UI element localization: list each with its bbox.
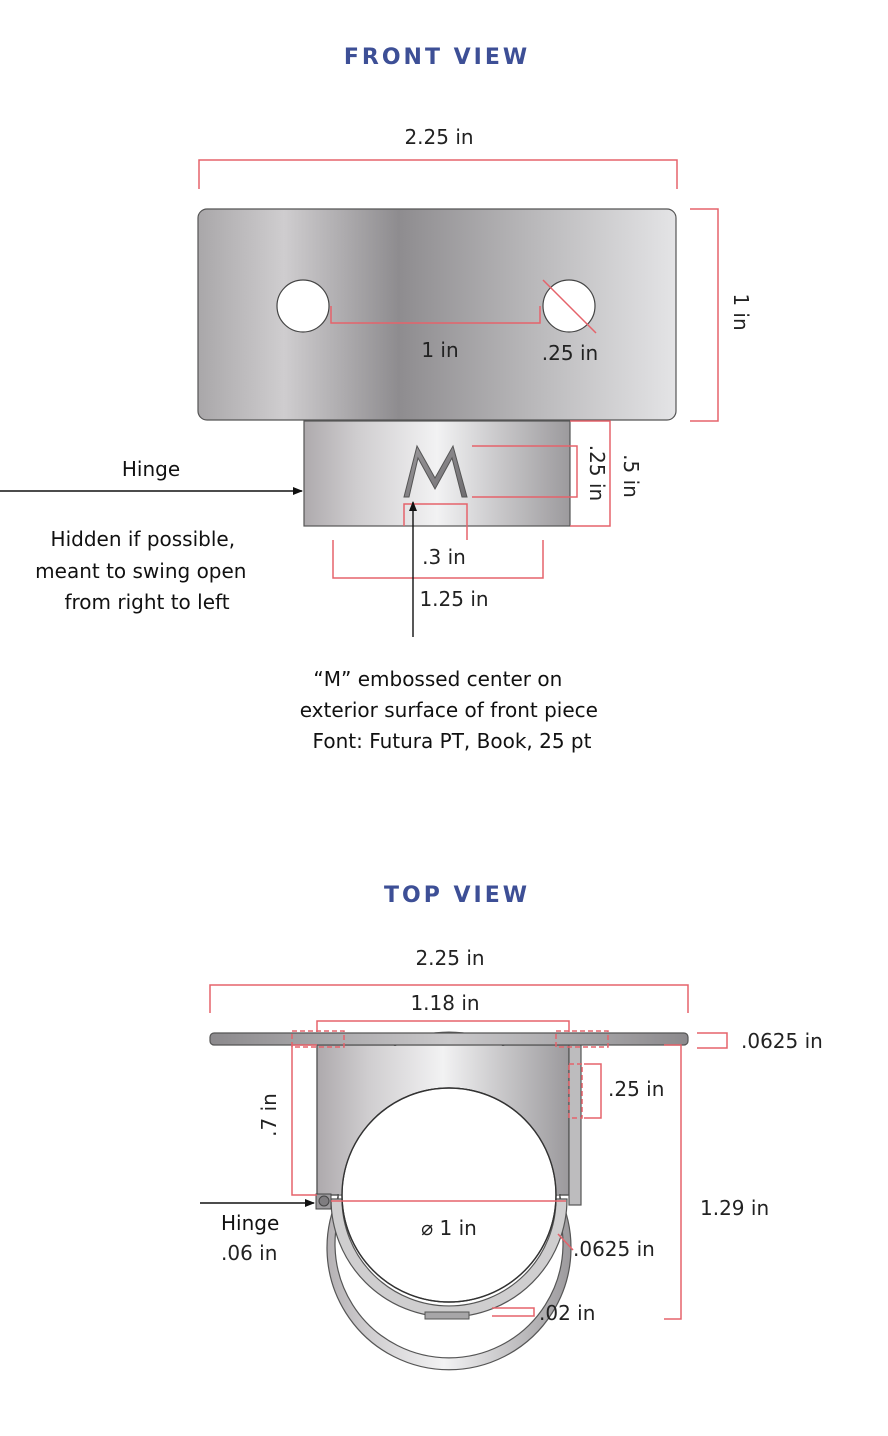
emboss-note-line-1: “M” embossed center on xyxy=(313,667,563,691)
side-flap xyxy=(569,1045,581,1205)
front-view-title: FRONT VIEW xyxy=(343,45,531,70)
total-depth-dimension-line xyxy=(664,1045,681,1319)
front-view xyxy=(0,0,753,753)
depth-label: .7 in xyxy=(257,1093,281,1137)
lower-height-label: .5 in xyxy=(619,454,643,498)
top-hinge-label: Hinge xyxy=(221,1211,280,1235)
emboss-depth-label: .02 in xyxy=(539,1301,596,1325)
plate-thickness-dimension-line xyxy=(697,1033,727,1048)
top-plate xyxy=(210,1033,688,1045)
hinge-note xyxy=(35,527,253,614)
front-width-label: 2.25 in xyxy=(404,125,474,149)
emboss-note xyxy=(300,667,605,753)
emboss-bump xyxy=(425,1312,469,1319)
hinge-note-line-3: from right to left xyxy=(64,590,230,614)
inner-width-label: 1.18 in xyxy=(410,991,480,1015)
plate-thickness-label: .0625 in xyxy=(741,1029,823,1053)
top-width-label: 2.25 in xyxy=(415,946,485,970)
emboss-note-line-2: exterior surface of front piece xyxy=(299,698,598,722)
tab-label: .25 in xyxy=(608,1077,665,1101)
left-hole xyxy=(277,280,329,332)
letter-height-label: .25 in xyxy=(585,444,609,502)
hinge-size-label: .06 in xyxy=(221,1241,278,1265)
total-depth-label: 1.29 in xyxy=(700,1196,770,1220)
emboss-note-line-3: Font: Futura PT, Book, 25 pt xyxy=(312,729,592,753)
top-view xyxy=(200,883,823,1370)
ring-diameter-label: ⌀ 1 in xyxy=(421,1216,477,1240)
hinge-note-line-2: meant to swing open xyxy=(35,559,247,583)
hinge-pin xyxy=(319,1196,329,1206)
front-width-dimension-line xyxy=(199,160,677,189)
letter-width-label: .3 in xyxy=(422,545,466,569)
hole-diameter-label: .25 in xyxy=(541,341,599,365)
emboss-depth-dimension-line xyxy=(492,1308,534,1316)
front-plate xyxy=(198,209,676,420)
hole-spacing-label: 1 in xyxy=(421,338,459,362)
tab-dimension-line xyxy=(584,1064,601,1118)
lower-width-label: 1.25 in xyxy=(419,587,489,611)
ring-bore-inner xyxy=(342,1088,556,1302)
wall-thickness-label: .0625 in xyxy=(573,1237,655,1261)
front-hinge-label: Hinge xyxy=(121,457,181,481)
hinge-note-line-1: Hidden if possible, xyxy=(50,527,236,551)
inner-width-dimension-line xyxy=(317,1021,569,1032)
depth-dimension-line xyxy=(292,1045,317,1195)
embossed-letter-text: M xyxy=(0,0,1,1)
front-height-dimension-line xyxy=(690,209,718,421)
front-height-label: 1 in xyxy=(729,293,753,331)
top-view-title: TOP VIEW xyxy=(384,883,530,908)
